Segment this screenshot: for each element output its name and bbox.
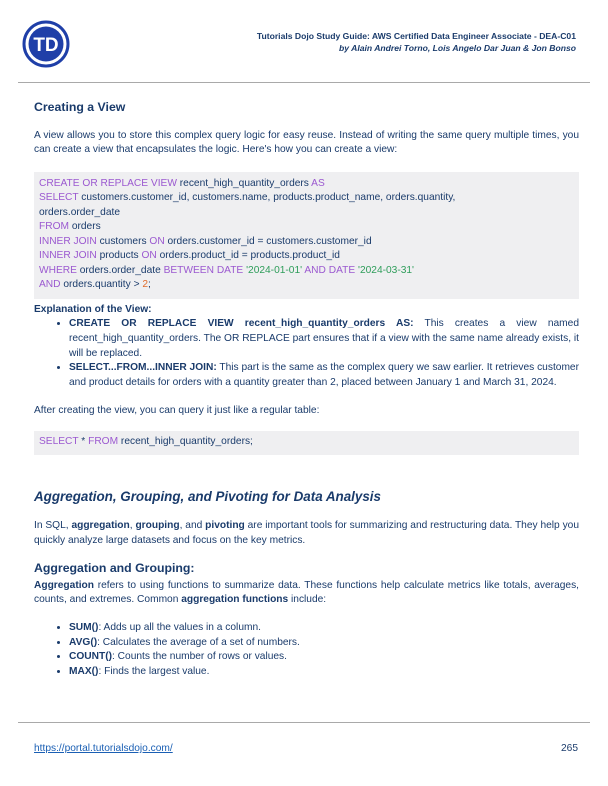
list-item: • SELECT...FROM...INNER JOIN: This part is the same as the complex query we saw earlier. It retrieves customer and product details for orders with a quantity greater than 2, placed between January 1 and March 31, 2024. [69,361,579,390]
explanation-heading: Explanation of the View: [34,303,152,315]
section-heading-aggregation: Aggregation, Grouping, and Pivoting for Data Analysis [34,489,381,505]
header-title: Tutorials Dojo Study Guide: AWS Certified Data Engineer Associate - DEA-C01 [256,31,576,41]
code-block-create-view: CREATE OR REPLACE VIEW recent_high_quantity_orders AS SELECT customers.customer_id, customers.name, products.product_name, orders.quantity, orders.order_date FROM orders INNER JOIN customers ON orders.customer_id = customers.customer_id INNER JOIN products ON orders.product_id = products.product_id WHERE orders.order_date BETWEEN DATE '2024-01-01' AND DATE '2024-03-31' AND orders.quantity > 2; [34,172,579,299]
aggregation-definition-paragraph: Aggregation refers to using functions to summarize data. These functions help calculate metrics like totals, averages, counts, and extremes. Common aggregation functions include: [34,579,579,606]
section-heading-aggregation-grouping: Aggregation and Grouping: [34,561,195,576]
aggregation-functions-list [34,621,579,679]
list-item: • COUNT(): Counts the number of rows or values. [69,650,579,665]
logo-text: TD [33,35,59,56]
footer-portal-link[interactable]: https://portal.tutorialsdojo.com/ [34,743,173,754]
page-content [34,100,579,679]
aggregation-intro-paragraph: In SQL, aggregation, grouping, and pivoting are important tools for summarizing and restructuring data. They help you quickly analyze large datasets and focus on the key metrics. [34,520,580,546]
header-authors: by Alain Andrei Torno, Lois Angelo Dar Juan & Jon Bonso [339,43,576,53]
list-item: • CREATE OR REPLACE VIEW recent_high_quantity_orders AS: This creates a view named recent_high_quantity_orders. The OR REPLACE part ensures that if a view with the same name already exists, it will be replaced. [69,317,579,361]
code-block-select-view: SELECT * FROM recent_high_quantity_orders; [34,431,579,456]
after-view-paragraph: After creating the view, you can query it just like a regular table: [34,405,320,417]
section-heading-creating-view: Creating a View [34,100,126,114]
list-item: • SUM(): Adds up all the values in a column. [69,621,579,636]
explanation-list [34,317,579,390]
list-item: • MAX(): Finds the largest value. [69,665,579,680]
intro-paragraph: A view allows you to store this complex query logic for easy reuse. Instead of writing the same query multiple times, you can create a view that encapsulates the logic. Here's how you can create a view: [34,129,579,156]
header-divider [18,82,590,83]
footer-divider [18,722,590,723]
list-item: • AVG(): Calculates the average of a set of numbers. [69,636,579,651]
page-number: 265 [561,743,578,754]
tutorials-dojo-logo [22,20,70,68]
